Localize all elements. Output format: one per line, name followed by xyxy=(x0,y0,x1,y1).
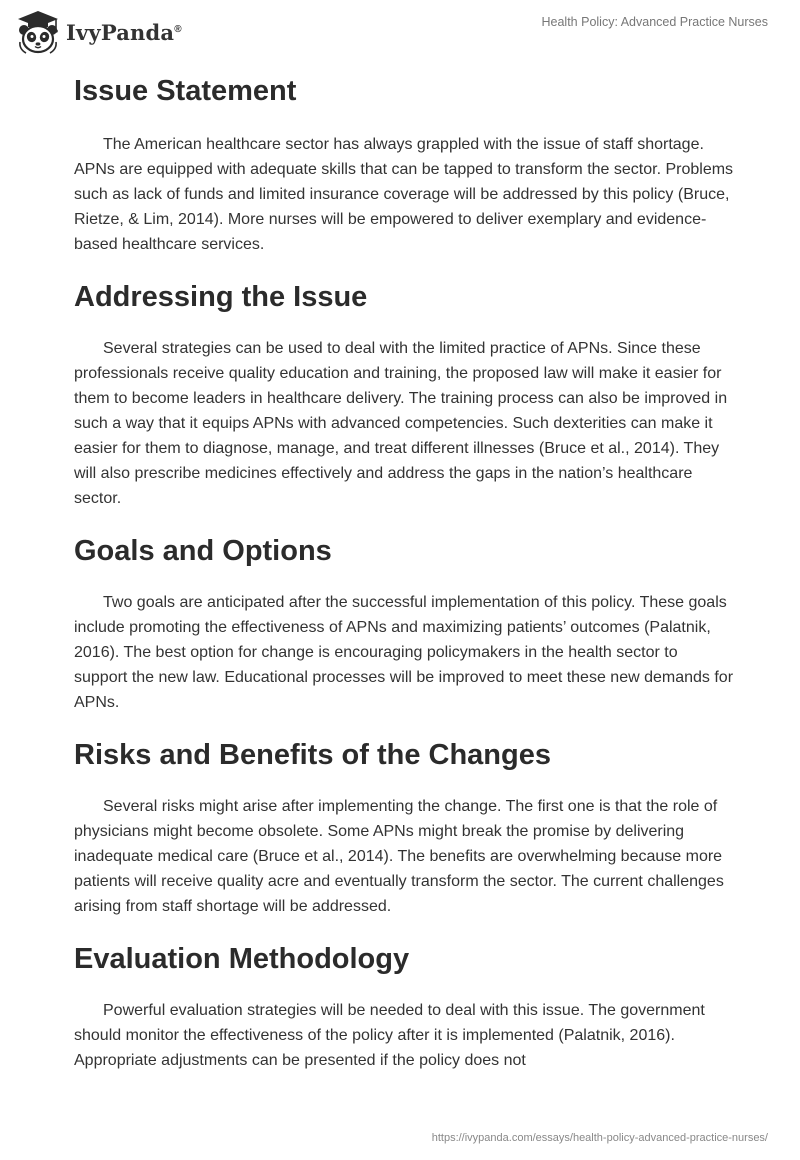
section-heading: Risks and Benefits of the Changes xyxy=(74,739,551,771)
section-issue-statement xyxy=(74,70,734,257)
panda-graduate-icon xyxy=(14,8,62,56)
section-paragraph: Powerful evaluation strategies will be needed to deal with this issue. The government should monitor the effectiveness of the policy after it is implemented (Palatnik, 2016). Appropriate adjustments can be presented if the policy does not xyxy=(74,1002,705,1069)
page-header xyxy=(0,0,800,62)
section-paragraph: Two goals are anticipated after the successful implementation of this policy. These goals include promoting the effectiveness of APNs and maximizing patients’ outcomes (Palatnik, 2016). The best option for change is encouraging policymakers in the health sector to support the new law. Educational processes will be improved to meet these new demands for APNs. xyxy=(74,594,734,711)
section-risks-and-benefits xyxy=(74,734,734,919)
section-heading: Issue Statement xyxy=(74,75,297,107)
section-addressing-the-issue xyxy=(74,276,734,511)
section-paragraph: Several risks might arise after implementing the change. The first one is that the role of physicians might become obsolete. Some APNs might break the promise by delivering inadequate medical care (Bruce et al., 2014). The benefits are overwhelming because more patients will receive quality acre and eventually transform the sector. The current challenges arising from staff shortage will be addressed. xyxy=(74,798,724,915)
section-goals-and-options xyxy=(74,530,734,715)
section-heading: Goals and Options xyxy=(74,535,332,567)
document-title: Health Policy: Advanced Practice Nurses xyxy=(541,15,768,29)
section-heading: Evaluation Methodology xyxy=(74,943,410,975)
section-evaluation-methodology xyxy=(74,938,734,1073)
ivypanda-logo[interactable] xyxy=(14,8,182,56)
essay-content xyxy=(74,70,734,1073)
section-heading: Addressing the Issue xyxy=(74,281,368,313)
source-url[interactable]: https://ivypanda.com/essays/health-policy-advanced-practice-nurses/ xyxy=(431,1132,768,1144)
section-paragraph: The American healthcare sector has always grappled with the issue of staff shortage. APNs are equipped with adequate skills that can be tapped to transform the sector. Problems such as lack of funds and limited insurance coverage will be addressed by this policy (Bruce, Rietze, & Lim, 2014). More nurses will be empowered to deliver exemplary and evidence-based healthcare services. xyxy=(74,136,734,253)
logo-text: IvyPanda® xyxy=(66,19,182,45)
section-paragraph: Several strategies can be used to deal with the limited practice of APNs. Since these professionals receive quality education and training, the proposed law will make it easier for them to become leaders in healthcare delivery. The training process can also be improved in such a way that it equips APNs with advanced competencies. Such dexterities can make it easier for them to diagnose, manage, and treat different illnesses (Bruce et al., 2014). They will also prescribe medicines effectively and address the gaps in the nation’s healthcare sector. xyxy=(74,340,728,507)
